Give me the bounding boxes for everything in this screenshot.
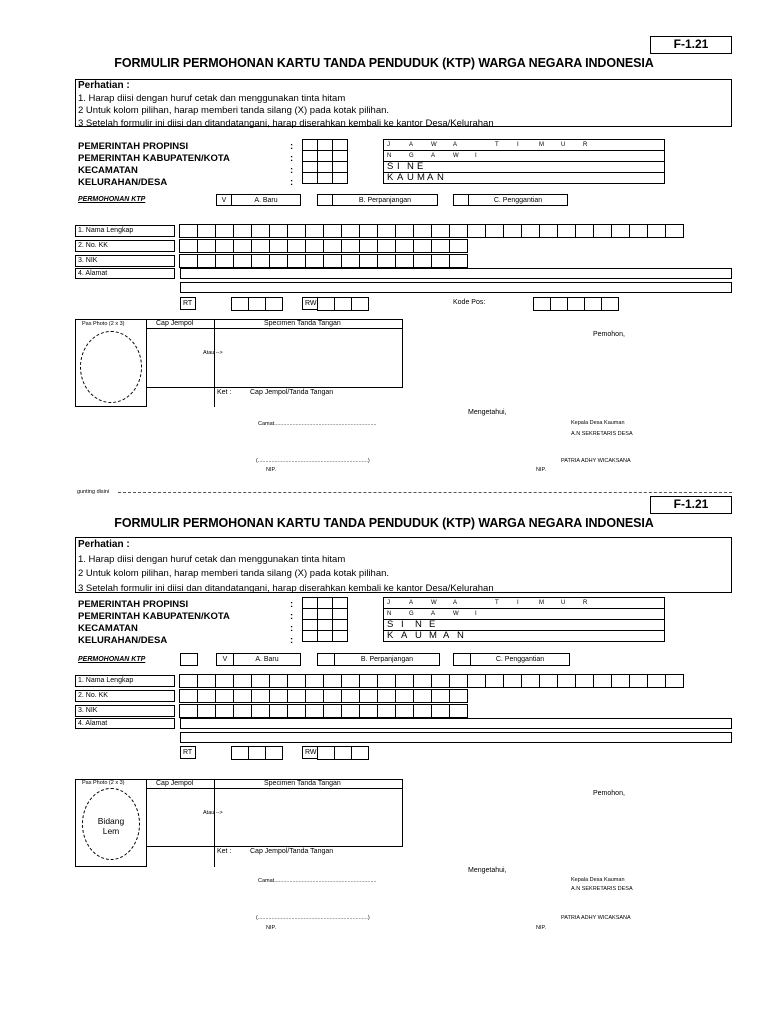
char-cell[interactable] xyxy=(431,254,450,268)
ket-label: Ket : xyxy=(217,389,232,396)
kode-pos-label: Kode Pos: xyxy=(453,299,486,306)
code-kelurahan[interactable] xyxy=(303,172,348,184)
char-cell[interactable] xyxy=(521,674,540,688)
char-cell[interactable] xyxy=(601,297,619,311)
input-no-kk[interactable] xyxy=(180,239,468,253)
char-cell[interactable] xyxy=(377,224,396,238)
char-cell[interactable] xyxy=(334,297,352,311)
thumb-divider-2 xyxy=(214,779,215,867)
char-cell[interactable] xyxy=(334,746,352,760)
an-sekretaris-label: A.N SEKRETARIS DESA xyxy=(571,431,633,437)
char-cell[interactable] xyxy=(305,254,324,268)
input-nik[interactable] xyxy=(180,254,468,268)
char-cell[interactable] xyxy=(179,239,198,253)
nip-camat-2: NIP. xyxy=(266,925,276,931)
permohonan-label: PERMOHONAN KTP xyxy=(78,196,146,203)
char-cell[interactable] xyxy=(323,239,342,253)
char-cell[interactable] xyxy=(287,704,306,718)
char-cell[interactable] xyxy=(629,224,648,238)
char-cell[interactable] xyxy=(485,674,504,688)
field-label-nik: 3. NIK xyxy=(75,255,175,267)
gunting-label: gunting disini xyxy=(77,489,110,495)
char-cell[interactable] xyxy=(359,224,378,238)
char-cell[interactable] xyxy=(287,239,306,253)
rt-label-2: RT xyxy=(180,746,196,759)
input-kode-pos[interactable] xyxy=(534,297,619,311)
char-cell[interactable] xyxy=(567,297,585,311)
label-kelurahan: KELURAHAN/DESA xyxy=(78,177,168,188)
label-kecamatan: KECAMATAN xyxy=(78,165,138,176)
char-cell[interactable] xyxy=(533,297,551,311)
notice-title-2: Perhatian : xyxy=(78,539,130,550)
cut-line xyxy=(118,492,732,493)
field-label-kk-2: 2. No. KK xyxy=(75,690,175,702)
char-cell[interactable] xyxy=(215,704,234,718)
char-cell[interactable] xyxy=(449,704,468,718)
option-mark-box-2[interactable]: V xyxy=(216,653,234,666)
option-perpanjangan[interactable]: B. Perpanjangan xyxy=(332,194,438,206)
char-cell[interactable] xyxy=(449,224,468,238)
input-nama-lengkap[interactable] xyxy=(180,224,684,238)
field-label-alamat: 4. Alamat xyxy=(75,268,175,279)
lem-label: Lem xyxy=(102,826,120,836)
notice-line-1-2: 1. Harap diisi dengan huruf cetak dan menggunakan tinta hitam xyxy=(78,553,346,565)
notice-line-1: 1. Harap diisi dengan huruf cetak dan menggunakan tinta hitam xyxy=(78,92,346,104)
input-nama-lengkap-2[interactable] xyxy=(180,674,684,688)
char-cell[interactable] xyxy=(611,224,630,238)
char-cell[interactable] xyxy=(413,689,432,703)
field-label-nama-2: 1. Nama Lengkap xyxy=(75,675,175,687)
char-cell[interactable] xyxy=(395,689,414,703)
char-cell[interactable] xyxy=(377,689,396,703)
char-cell[interactable] xyxy=(647,224,666,238)
cap-jempol-label: Cap Jempol xyxy=(156,320,194,327)
option-perpanjangan-box[interactable] xyxy=(317,194,333,206)
atau-label-2: Atau --> xyxy=(203,810,223,816)
char-cell[interactable] xyxy=(575,674,594,688)
rw-label-2: RW xyxy=(302,746,318,759)
char-cell[interactable] xyxy=(233,704,252,718)
char-cell[interactable] xyxy=(557,224,576,238)
char-cell[interactable] xyxy=(233,674,252,688)
char-cell[interactable] xyxy=(413,254,432,268)
nip-kades-2: NIP. xyxy=(536,925,546,931)
notice-box xyxy=(75,79,732,127)
rt-label: RT xyxy=(180,297,196,310)
value-propinsi-2[interactable]: J A W A T I M U R xyxy=(383,597,665,609)
char-cell[interactable] xyxy=(248,746,266,760)
char-cell[interactable] xyxy=(215,689,234,703)
char-cell[interactable] xyxy=(431,674,450,688)
patria-name: PATRIA ADHY WICAKSANA xyxy=(561,458,631,464)
input-rw-2[interactable] xyxy=(318,746,369,760)
nip-camat: NIP. xyxy=(266,467,276,473)
pemohon-label-2: Pemohon, xyxy=(593,790,625,797)
input-no-kk-2[interactable] xyxy=(180,689,468,703)
permohonan-label-2: PERMOHONAN KTP xyxy=(78,656,146,663)
camat-label-2: Camat................................................................... xyxy=(258,878,377,884)
char-cell[interactable] xyxy=(215,239,234,253)
char-cell[interactable] xyxy=(269,239,288,253)
char-cell[interactable] xyxy=(413,239,432,253)
char-cell[interactable] xyxy=(305,224,324,238)
char-cell[interactable] xyxy=(503,674,522,688)
colon: : xyxy=(290,141,294,152)
label-kecamatan-2: KECAMATAN xyxy=(78,623,138,634)
notice-line-2: 2 Untuk kolom pilihan, harap memberi tanda silang (X) pada kotak pilihan. xyxy=(78,105,390,116)
rw-label: RW xyxy=(302,297,318,310)
char-cell[interactable] xyxy=(395,239,414,253)
char-cell[interactable] xyxy=(359,674,378,688)
char-cell[interactable] xyxy=(323,674,342,688)
value-propinsi[interactable]: J A W A T I M U R xyxy=(383,139,665,151)
ket-text: Cap Jempol/Tanda Tangan xyxy=(250,389,334,396)
field-label-nik-2: 3. NIK xyxy=(75,705,175,717)
option-perpanjangan-box-2[interactable] xyxy=(317,653,335,666)
char-cell[interactable] xyxy=(539,224,558,238)
thumb-signature-area[interactable] xyxy=(146,319,403,388)
bidang-label: Bidang xyxy=(97,816,125,826)
atau-label: Atau --> xyxy=(203,350,223,356)
colon: : xyxy=(290,165,294,176)
input-alamat-1-2[interactable] xyxy=(180,718,732,729)
input-alamat-2[interactable] xyxy=(180,282,732,293)
char-cell[interactable] xyxy=(584,297,602,311)
char-cell[interactable] xyxy=(197,674,216,688)
value-kecamatan-2[interactable]: S I N E xyxy=(383,619,665,631)
char-cell[interactable] xyxy=(467,674,486,688)
colon: : xyxy=(290,623,294,634)
char-cell[interactable] xyxy=(323,254,342,268)
char-cell[interactable] xyxy=(251,704,270,718)
char-cell[interactable] xyxy=(269,704,288,718)
bidang-lem-label xyxy=(82,816,140,836)
code-kelurahan-2[interactable] xyxy=(303,630,348,642)
char-cell[interactable] xyxy=(377,239,396,253)
char-cell[interactable] xyxy=(431,704,450,718)
colon: : xyxy=(290,611,294,622)
char-cell[interactable] xyxy=(215,674,234,688)
char-cell[interactable] xyxy=(197,239,216,253)
specimen-label-2: Specimen Tanda Tangan xyxy=(264,780,341,787)
char-cell[interactable] xyxy=(287,674,306,688)
char-cell[interactable] xyxy=(557,674,576,688)
thumb-signature-area-2[interactable] xyxy=(146,779,403,847)
char-cell[interactable] xyxy=(269,254,288,268)
char-cell[interactable] xyxy=(287,224,306,238)
char-cell[interactable] xyxy=(197,224,216,238)
char-cell[interactable] xyxy=(341,704,360,718)
char-cell[interactable] xyxy=(485,224,504,238)
field-label-nama: 1. Nama Lengkap xyxy=(75,225,175,237)
char-cell[interactable] xyxy=(269,689,288,703)
char-cell[interactable] xyxy=(233,239,252,253)
char-cell[interactable] xyxy=(629,674,648,688)
char-cell[interactable] xyxy=(233,224,252,238)
char-cell[interactable] xyxy=(265,746,283,760)
form-code-2: F-1.21 xyxy=(650,496,732,514)
char-cell[interactable] xyxy=(395,704,414,718)
value-kabupaten[interactable]: N G A W I xyxy=(383,150,665,162)
char-cell[interactable] xyxy=(233,254,252,268)
char-cell[interactable] xyxy=(413,224,432,238)
char-cell[interactable] xyxy=(351,297,369,311)
char-cell[interactable] xyxy=(377,674,396,688)
char-cell[interactable] xyxy=(341,224,360,238)
camat-sign-blank-2: (........................................................................) xyxy=(256,915,370,921)
char-cell[interactable] xyxy=(179,674,198,688)
char-cell[interactable] xyxy=(215,254,234,268)
char-cell[interactable] xyxy=(305,674,324,688)
specimen-label: Specimen Tanda Tangan xyxy=(264,320,341,327)
header-divider xyxy=(146,328,403,329)
char-cell[interactable] xyxy=(359,689,378,703)
char-cell[interactable] xyxy=(449,254,468,268)
thumb-divider xyxy=(214,319,215,407)
nip-kades: NIP. xyxy=(536,467,546,473)
char-cell[interactable] xyxy=(269,674,288,688)
label-propinsi: PEMERINTAH PROPINSI xyxy=(78,141,189,152)
char-cell[interactable] xyxy=(431,689,450,703)
char-cell[interactable] xyxy=(251,224,270,238)
form-code: F-1.21 xyxy=(650,36,732,54)
form-title-2: FORMULIR PERMOHONAN KARTU TANDA PENDUDUK (KTP) WARGA NEGARA INDONESIA xyxy=(114,516,654,530)
char-cell[interactable] xyxy=(665,674,684,688)
option-penggantian-box-2[interactable] xyxy=(453,653,471,666)
char-cell[interactable] xyxy=(395,224,414,238)
field-label-alamat-2: 4. Alamat xyxy=(75,718,175,729)
char-cell[interactable] xyxy=(647,674,666,688)
char-cell[interactable] xyxy=(269,224,288,238)
option-mark-box[interactable]: V xyxy=(216,194,232,206)
header-divider-2 xyxy=(146,788,403,789)
char-cell[interactable] xyxy=(179,704,198,718)
char-cell[interactable] xyxy=(377,254,396,268)
value-kabupaten-2[interactable]: N G A W I xyxy=(383,608,665,620)
char-cell[interactable] xyxy=(377,704,396,718)
char-cell[interactable] xyxy=(265,297,283,311)
char-cell[interactable] xyxy=(467,224,486,238)
char-cell[interactable] xyxy=(323,689,342,703)
char-cell[interactable] xyxy=(305,239,324,253)
char-cell[interactable] xyxy=(431,224,450,238)
char-cell[interactable] xyxy=(287,254,306,268)
char-cell[interactable] xyxy=(251,674,270,688)
char-cell[interactable] xyxy=(341,239,360,253)
char-cell[interactable] xyxy=(413,674,432,688)
input-rt[interactable] xyxy=(232,297,283,311)
char-cell[interactable] xyxy=(233,689,252,703)
camat-label: Camat................................................................... xyxy=(258,421,377,427)
option-baru-2[interactable]: A. Baru xyxy=(233,653,301,666)
field-label-kk: 2. No. KK xyxy=(75,240,175,252)
notice-line-2-2: 2 Untuk kolom pilihan, harap memberi tanda silang (X) pada kotak pilihan. xyxy=(78,568,390,579)
char-cell[interactable] xyxy=(251,239,270,253)
char-cell[interactable] xyxy=(593,674,612,688)
char-cell[interactable] xyxy=(341,689,360,703)
char-cell[interactable] xyxy=(317,297,335,311)
char-cell[interactable] xyxy=(179,254,198,268)
char-cell[interactable] xyxy=(197,704,216,718)
char-cell[interactable] xyxy=(197,254,216,268)
option-penggantian[interactable]: C. Penggantian xyxy=(468,194,568,206)
char-cell[interactable] xyxy=(197,689,216,703)
label-kelurahan-2: KELURAHAN/DESA xyxy=(78,635,168,646)
char-cell[interactable] xyxy=(359,704,378,718)
char-cell[interactable] xyxy=(341,674,360,688)
char-cell[interactable] xyxy=(305,704,324,718)
kepala-desa-label-2: Kepala Desa Kauman xyxy=(571,877,625,883)
ket-text-2: Cap Jempol/Tanda Tangan xyxy=(250,848,334,855)
option-penggantian-box[interactable] xyxy=(453,194,469,206)
pas-photo-label-2: Pas Photo (2 x 3) xyxy=(82,780,125,786)
char-cell[interactable] xyxy=(359,239,378,253)
value-kecamatan[interactable]: S I N E xyxy=(383,161,665,173)
char-cell[interactable] xyxy=(503,224,522,238)
char-cell[interactable] xyxy=(593,224,612,238)
char-cell[interactable] xyxy=(323,704,342,718)
char-cell[interactable] xyxy=(449,689,468,703)
char-cell[interactable] xyxy=(251,254,270,268)
label-kabupaten-2: PEMERINTAH KABUPATEN/KOTA xyxy=(78,611,230,622)
char-cell[interactable] xyxy=(665,224,684,238)
char-cell[interactable] xyxy=(449,239,468,253)
char-cell[interactable] xyxy=(341,254,360,268)
photo-oval xyxy=(80,331,142,403)
value-kelurahan-2[interactable]: K A U M A N xyxy=(383,630,665,642)
colon: : xyxy=(290,177,294,188)
cap-jempol-label-2: Cap Jempol xyxy=(156,780,194,787)
char-cell[interactable] xyxy=(359,254,378,268)
colon: : xyxy=(290,599,294,610)
kepala-desa-label: Kepala Desa Kauman xyxy=(571,420,625,426)
char-cell[interactable] xyxy=(287,689,306,703)
form-title: FORMULIR PERMOHONAN KARTU TANDA PENDUDUK (KTP) WARGA NEGARA INDONESIA xyxy=(114,56,654,70)
pas-photo-label: Pas Photo (2 x 3) xyxy=(82,321,125,327)
char-cell[interactable] xyxy=(431,239,450,253)
char-cell[interactable] xyxy=(305,689,324,703)
notice-line-3-2: 3 Setelah formulir ini diisi dan ditandatangani, harap diserahkan kembali ke kantor Desa/Kelurahan xyxy=(78,582,494,594)
notice-box-2 xyxy=(75,537,732,593)
char-cell[interactable] xyxy=(179,689,198,703)
char-cell[interactable] xyxy=(179,224,198,238)
input-rt-2[interactable] xyxy=(232,746,283,760)
char-cell[interactable] xyxy=(351,746,369,760)
char-cell[interactable] xyxy=(395,674,414,688)
char-cell[interactable] xyxy=(395,254,414,268)
char-cell[interactable] xyxy=(231,297,249,311)
colon: : xyxy=(290,635,294,646)
option-extra-box-2[interactable] xyxy=(180,653,198,666)
char-cell[interactable] xyxy=(611,674,630,688)
mengetahui-label: Mengetahui, xyxy=(468,409,507,416)
char-cell[interactable] xyxy=(539,674,558,688)
value-kelurahan[interactable]: K A U M A N xyxy=(383,172,665,184)
label-kabupaten: PEMERINTAH KABUPATEN/KOTA xyxy=(78,153,230,164)
ket-label-2: Ket : xyxy=(217,848,232,855)
input-alamat-1[interactable] xyxy=(180,268,732,279)
char-cell[interactable] xyxy=(323,224,342,238)
char-cell[interactable] xyxy=(251,689,270,703)
input-alamat-2-2[interactable] xyxy=(180,732,732,743)
char-cell[interactable] xyxy=(521,224,540,238)
notice-line-3: 3 Setelah formulir ini diisi dan ditandatangani, harap diserahkan kembali ke kantor Desa/Kelurahan xyxy=(78,117,494,129)
pemohon-label: Pemohon, xyxy=(593,331,625,338)
patria-name-2: PATRIA ADHY WICAKSANA xyxy=(561,915,631,921)
char-cell[interactable] xyxy=(317,746,335,760)
char-cell[interactable] xyxy=(413,704,432,718)
option-penggantian-2[interactable]: C. Penggantian xyxy=(470,653,570,666)
option-baru[interactable]: A. Baru xyxy=(231,194,301,206)
input-nik-2[interactable] xyxy=(180,704,468,718)
option-perpanjangan-2[interactable]: B. Perpanjangan xyxy=(334,653,440,666)
char-cell[interactable] xyxy=(215,224,234,238)
mengetahui-label-2: Mengetahui, xyxy=(468,867,507,874)
camat-sign-blank: (........................................................................) xyxy=(256,458,370,464)
input-rw[interactable] xyxy=(318,297,369,311)
an-sekretaris-label-2: A.N SEKRETARIS DESA xyxy=(571,886,633,892)
label-propinsi-2: PEMERINTAH PROPINSI xyxy=(78,599,189,610)
char-cell[interactable] xyxy=(575,224,594,238)
char-cell[interactable] xyxy=(248,297,266,311)
notice-title: Perhatian : xyxy=(78,80,130,91)
colon: : xyxy=(290,153,294,164)
char-cell[interactable] xyxy=(449,674,468,688)
char-cell[interactable] xyxy=(231,746,249,760)
char-cell[interactable] xyxy=(550,297,568,311)
